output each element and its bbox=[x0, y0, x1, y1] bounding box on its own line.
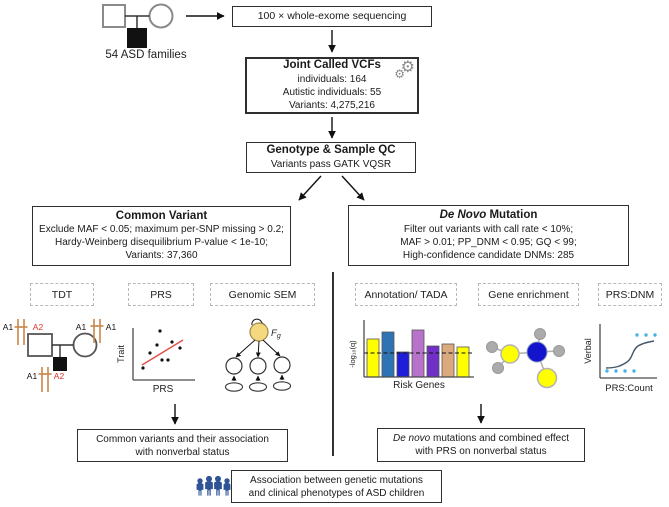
father-allele-a2: A2 bbox=[32, 322, 44, 332]
network-blue-node bbox=[527, 342, 547, 362]
common-filter-1: Exclude MAF < 0.05; maximum per-SNP missing > 0.2; bbox=[39, 224, 284, 236]
dnm-conclusion-line2: with PRS on nonverbal status bbox=[415, 446, 547, 457]
gear-icon: ⚙ bbox=[400, 59, 415, 76]
prs-xlabel: PRS bbox=[152, 384, 174, 395]
method-label-gene-enrichment-text: Gene enrichment bbox=[488, 288, 569, 301]
sem-factor-label-main: F bbox=[271, 328, 277, 339]
tdt-affected-child-square bbox=[53, 357, 67, 371]
common-variant-box bbox=[32, 206, 291, 266]
dnm-conclusion-box bbox=[377, 428, 585, 462]
dnm-conclusion-rest: mutations and combined effect bbox=[433, 433, 570, 444]
vcf-variants: Variants: 4,275,216 bbox=[289, 99, 375, 111]
common-variant-title: Common Variant bbox=[115, 209, 208, 222]
pedigree-affected-child-square bbox=[127, 28, 147, 48]
de-novo-title-italic: De Novo bbox=[439, 209, 487, 222]
de-novo-title bbox=[440, 209, 538, 223]
people-icon bbox=[193, 472, 235, 504]
method-label-genomic-sem bbox=[210, 283, 315, 306]
child-allele-a2: A2 bbox=[53, 371, 65, 381]
child-allele-a1: A1 bbox=[26, 371, 38, 381]
de-novo-title-rest: Mutation bbox=[489, 209, 538, 222]
final-association-box bbox=[231, 470, 442, 503]
dnm-filter-2: MAF > 0.01; PP_DNM < 0.95; GQ < 99; bbox=[400, 236, 577, 248]
method-label-annotation-tada-text: Annotation/ TADA bbox=[364, 288, 448, 301]
network-gray-node bbox=[493, 363, 504, 374]
method-label-prs-dnm-text: PRS:DNM bbox=[605, 288, 655, 301]
sigmoid-ylabel: Verbal bbox=[583, 338, 593, 364]
dnm-count: High-confidence candidate DNMs: 285 bbox=[402, 249, 575, 261]
prs-ylabel: Trait bbox=[116, 345, 126, 363]
families-label: 54 ASD families bbox=[105, 49, 187, 61]
prs-dnm-sigmoid-plot bbox=[583, 320, 669, 398]
network-gray-node bbox=[487, 342, 498, 353]
joint-vcf-title: Joint Called VCFs bbox=[283, 59, 381, 72]
gene-network-diagram bbox=[478, 312, 578, 397]
common-conclusion-box bbox=[77, 429, 288, 462]
de-novo-box bbox=[348, 205, 629, 266]
tada-bar bbox=[457, 347, 469, 377]
pedigree-mother-circle bbox=[150, 5, 173, 28]
qc-box bbox=[246, 142, 416, 173]
dnm-conclusion-italic: De novo bbox=[392, 433, 431, 444]
network-yellow-node bbox=[538, 369, 557, 388]
method-label-tdt-text: TDT bbox=[51, 288, 73, 301]
mother-allele-a1b: A1 bbox=[105, 322, 117, 332]
mother-allele-a1: A1 bbox=[75, 322, 87, 332]
method-label-prs-text: PRS bbox=[150, 288, 172, 301]
tdt-pedigree-diagram bbox=[0, 315, 128, 397]
sem-indicator-node bbox=[226, 358, 242, 374]
network-yellow-node bbox=[501, 345, 519, 363]
genomic-sem-diagram bbox=[218, 312, 318, 402]
sem-indicator-node bbox=[250, 358, 266, 374]
sigmoid-xlabel: PRS:Count bbox=[605, 383, 653, 394]
qc-title: Genotype & Sample QC bbox=[266, 144, 396, 157]
prs-scatter-plot bbox=[115, 322, 215, 398]
sem-indicator-node bbox=[274, 357, 290, 373]
network-gray-node bbox=[554, 346, 565, 357]
vcf-autistic-individuals: Autistic individuals: 55 bbox=[282, 86, 382, 98]
father-allele-a1: A1 bbox=[2, 322, 14, 332]
sigmoid-curve bbox=[606, 341, 654, 368]
common-conclusion-line1: Common variants and their association bbox=[96, 433, 269, 445]
dnm-conclusion-line1 bbox=[393, 432, 569, 445]
tdt-father-square bbox=[28, 334, 52, 356]
final-association-line2: and clinical phenotypes of ASD children bbox=[248, 487, 425, 499]
sem-latent-factor-node bbox=[250, 323, 268, 341]
tada-bar bbox=[442, 344, 454, 377]
pedigree-father-square bbox=[103, 5, 125, 27]
tada-xlabel: Risk Genes bbox=[393, 380, 445, 391]
people-group-icon bbox=[197, 476, 231, 496]
gear-icon bbox=[389, 59, 415, 89]
sem-residual-node bbox=[250, 383, 267, 391]
final-association-line1: Association between genetic mutations bbox=[250, 474, 423, 486]
method-label-genomic-sem-text: Genomic SEM bbox=[228, 288, 297, 301]
tada-bar bbox=[367, 339, 379, 377]
dnm-filter-1: Filter out variants with call rate < 10%; bbox=[403, 223, 574, 235]
method-label-gene-enrichment bbox=[478, 283, 579, 306]
child-chromosomes bbox=[39, 367, 52, 392]
network-gray-node bbox=[535, 329, 546, 340]
method-label-prs bbox=[128, 283, 194, 306]
father-chromosomes bbox=[15, 319, 28, 345]
sem-residual-node bbox=[226, 383, 243, 391]
tada-bar-chart bbox=[350, 316, 478, 390]
tada-ylabel: -log₁₀(q) bbox=[348, 340, 357, 368]
method-label-prs-dnm bbox=[598, 283, 662, 306]
method-label-annotation-tada bbox=[355, 283, 457, 306]
method-label-tdt bbox=[30, 283, 94, 306]
wes-label: 100 × whole-exome sequencing bbox=[257, 9, 407, 22]
qc-subtitle: Variants pass GATK VQSR bbox=[270, 158, 392, 170]
tdt-mother-circle bbox=[74, 334, 97, 357]
sem-factor-label-sub: g bbox=[276, 333, 281, 340]
sem-factor-label bbox=[271, 328, 281, 340]
arrow-qc-to-denovo bbox=[342, 176, 364, 200]
tada-bar bbox=[382, 332, 394, 377]
common-conclusion-line2: with nonverbal status bbox=[135, 446, 230, 458]
common-filter-2: Hardy-Weinberg disequilibrium P-value < 1e-10; bbox=[55, 237, 268, 249]
vcf-individuals: individuals: 164 bbox=[297, 73, 367, 85]
family-pedigree-icon bbox=[95, 2, 195, 52]
sem-residual-node bbox=[274, 382, 291, 390]
joint-vcf-box bbox=[245, 57, 419, 114]
tada-bar bbox=[397, 352, 409, 377]
common-variant-count: Variants: 37,360 bbox=[125, 250, 198, 262]
sem-residual-arrows bbox=[234, 375, 282, 381]
sem-loading-arrows bbox=[236, 340, 280, 357]
gear-icon: ⚙ bbox=[394, 67, 405, 81]
tada-bar bbox=[427, 346, 439, 377]
arrow-qc-to-common bbox=[299, 176, 321, 200]
prs-scatter-dots bbox=[141, 329, 181, 369]
wes-box bbox=[232, 6, 432, 27]
